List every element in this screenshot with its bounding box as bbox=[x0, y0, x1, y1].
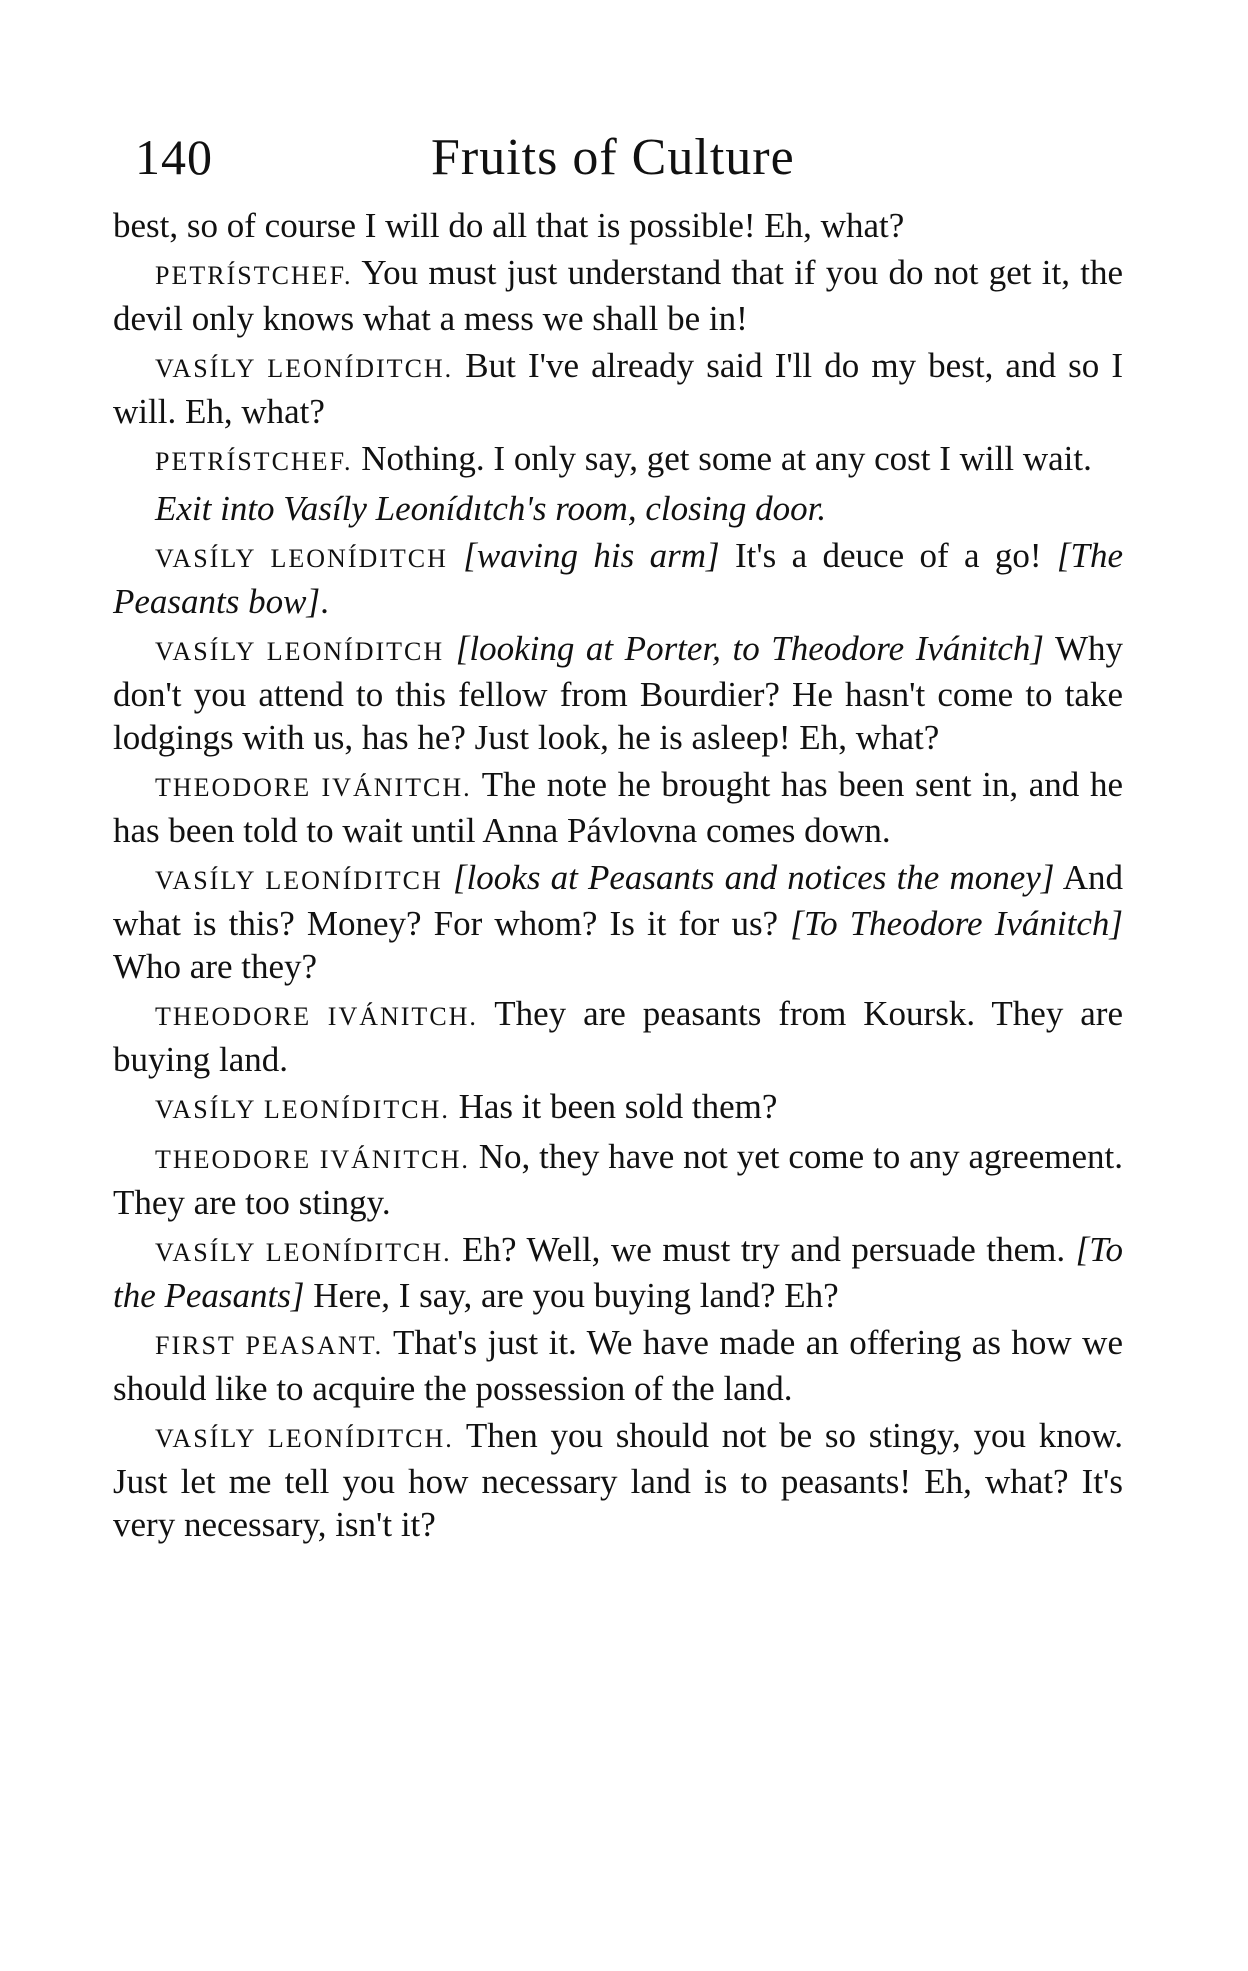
stage-direction: Exit into Vasíly Leonídıtch's room, closing door. bbox=[155, 489, 827, 528]
speech-text: They are peasants from Koursk. They are buying land. bbox=[113, 994, 1123, 1079]
speaker-name: VASÍLY LEONÍDITCH. bbox=[155, 1238, 452, 1267]
stage-direction: [looks at Peasants and notices the money] bbox=[452, 858, 1055, 897]
page-number: 140 bbox=[135, 129, 213, 185]
speech-text: And what is this? Money? For whom? Is it for us? bbox=[113, 858, 1123, 943]
speaker-name: THEODORE IVÁNITCH. bbox=[155, 1002, 478, 1031]
speech-text: But I've already said I'll do my best, and so I will. Eh, what? bbox=[113, 346, 1123, 431]
paragraph-6 bbox=[113, 627, 1123, 759]
paragraph-1 bbox=[113, 251, 1123, 340]
paragraph-5 bbox=[113, 534, 1123, 623]
speech-text: Has it been sold them? bbox=[449, 1087, 778, 1126]
speaker-name: VASÍLY LEONÍDITCH. bbox=[155, 354, 454, 383]
speech-text: Eh? Well, we must try and persuade them. bbox=[451, 1230, 1076, 1269]
speech-text: Here, I say, are you buying land? Eh? bbox=[304, 1276, 839, 1315]
paragraph-7 bbox=[113, 763, 1123, 852]
speaker-name: VASÍLY LEONÍDITCH bbox=[155, 637, 445, 666]
speaker-name: PETRÍSTCHEF. bbox=[155, 261, 353, 290]
paragraph-13 bbox=[113, 1321, 1123, 1410]
paragraph-10 bbox=[113, 1085, 1123, 1131]
page-header bbox=[113, 120, 1123, 190]
paragraph-3 bbox=[113, 437, 1123, 483]
speech-text: Nothing. I only say, get some at any cost I will wait. bbox=[352, 439, 1092, 478]
paragraph-14 bbox=[113, 1414, 1123, 1546]
speech-text: No, they have not yet come to any agreement. They are too stingy. bbox=[113, 1137, 1123, 1222]
speaker-name: VASÍLY LEONÍDITCH bbox=[155, 544, 448, 573]
stage-direction: [To Theodore Ivánitch] bbox=[790, 904, 1123, 943]
speaker-name: THEODORE IVÁNITCH. bbox=[155, 1145, 470, 1174]
paragraph-11 bbox=[113, 1135, 1123, 1224]
paragraph-12 bbox=[113, 1228, 1123, 1317]
running-title: Fruits of Culture bbox=[431, 129, 795, 186]
speaker-name: VASÍLY LEONÍDITCH. bbox=[155, 1095, 450, 1124]
paragraph-8 bbox=[113, 856, 1123, 988]
speaker-name: PETRÍSTCHEF. bbox=[155, 447, 353, 476]
paragraph-2 bbox=[113, 344, 1123, 433]
speaker-name: VASÍLY LEONÍDITCH. bbox=[155, 1424, 454, 1453]
stage-direction: [The Peasants bow] bbox=[113, 536, 1123, 621]
speaker-name: THEODORE IVÁNITCH. bbox=[155, 773, 472, 802]
speaker-name: FIRST PEASANT. bbox=[155, 1331, 384, 1360]
page-body bbox=[113, 204, 1123, 1546]
speaker-name: VASÍLY LEONÍDITCH bbox=[155, 866, 443, 895]
speech-text: The note he brought has been sent in, and he has been told to wait until Anna Pávlovna comes down. bbox=[113, 765, 1123, 850]
paragraph-0 bbox=[113, 204, 1123, 247]
speech-text: best, so of course I will do all that is possible! Eh, what? bbox=[113, 206, 905, 245]
book-page bbox=[113, 120, 1123, 1550]
speech-text: Then you should not be so stingy, you know. Just let me tell you how necessary land is to peasants! Eh, what? It's very necessary, isn't it? bbox=[113, 1416, 1123, 1544]
paragraph-9 bbox=[113, 992, 1123, 1081]
stage-direction: [looking at Porter, to Theodore Ivánitch] bbox=[455, 629, 1045, 668]
speech-text: That's just it. We have made an offering as how we should like to acquire the possession of the land. bbox=[113, 1323, 1123, 1408]
speech-text: . bbox=[320, 582, 329, 621]
stage-direction: [To the Peasants] bbox=[113, 1230, 1123, 1315]
speech-text: It's a deuce of a go! bbox=[719, 536, 1057, 575]
speech-text: Who are they? bbox=[113, 947, 318, 986]
speech-text: You must just understand that if you do not get it, the devil only knows what a mess we shall be in! bbox=[113, 253, 1123, 338]
speech-text: Why don't you attend to this fellow from Bourdier? He hasn't come to take lodgings with us, has he? Just look, he is asleep! Eh, what? bbox=[113, 629, 1124, 757]
stage-direction: [waving his arm] bbox=[463, 536, 720, 575]
